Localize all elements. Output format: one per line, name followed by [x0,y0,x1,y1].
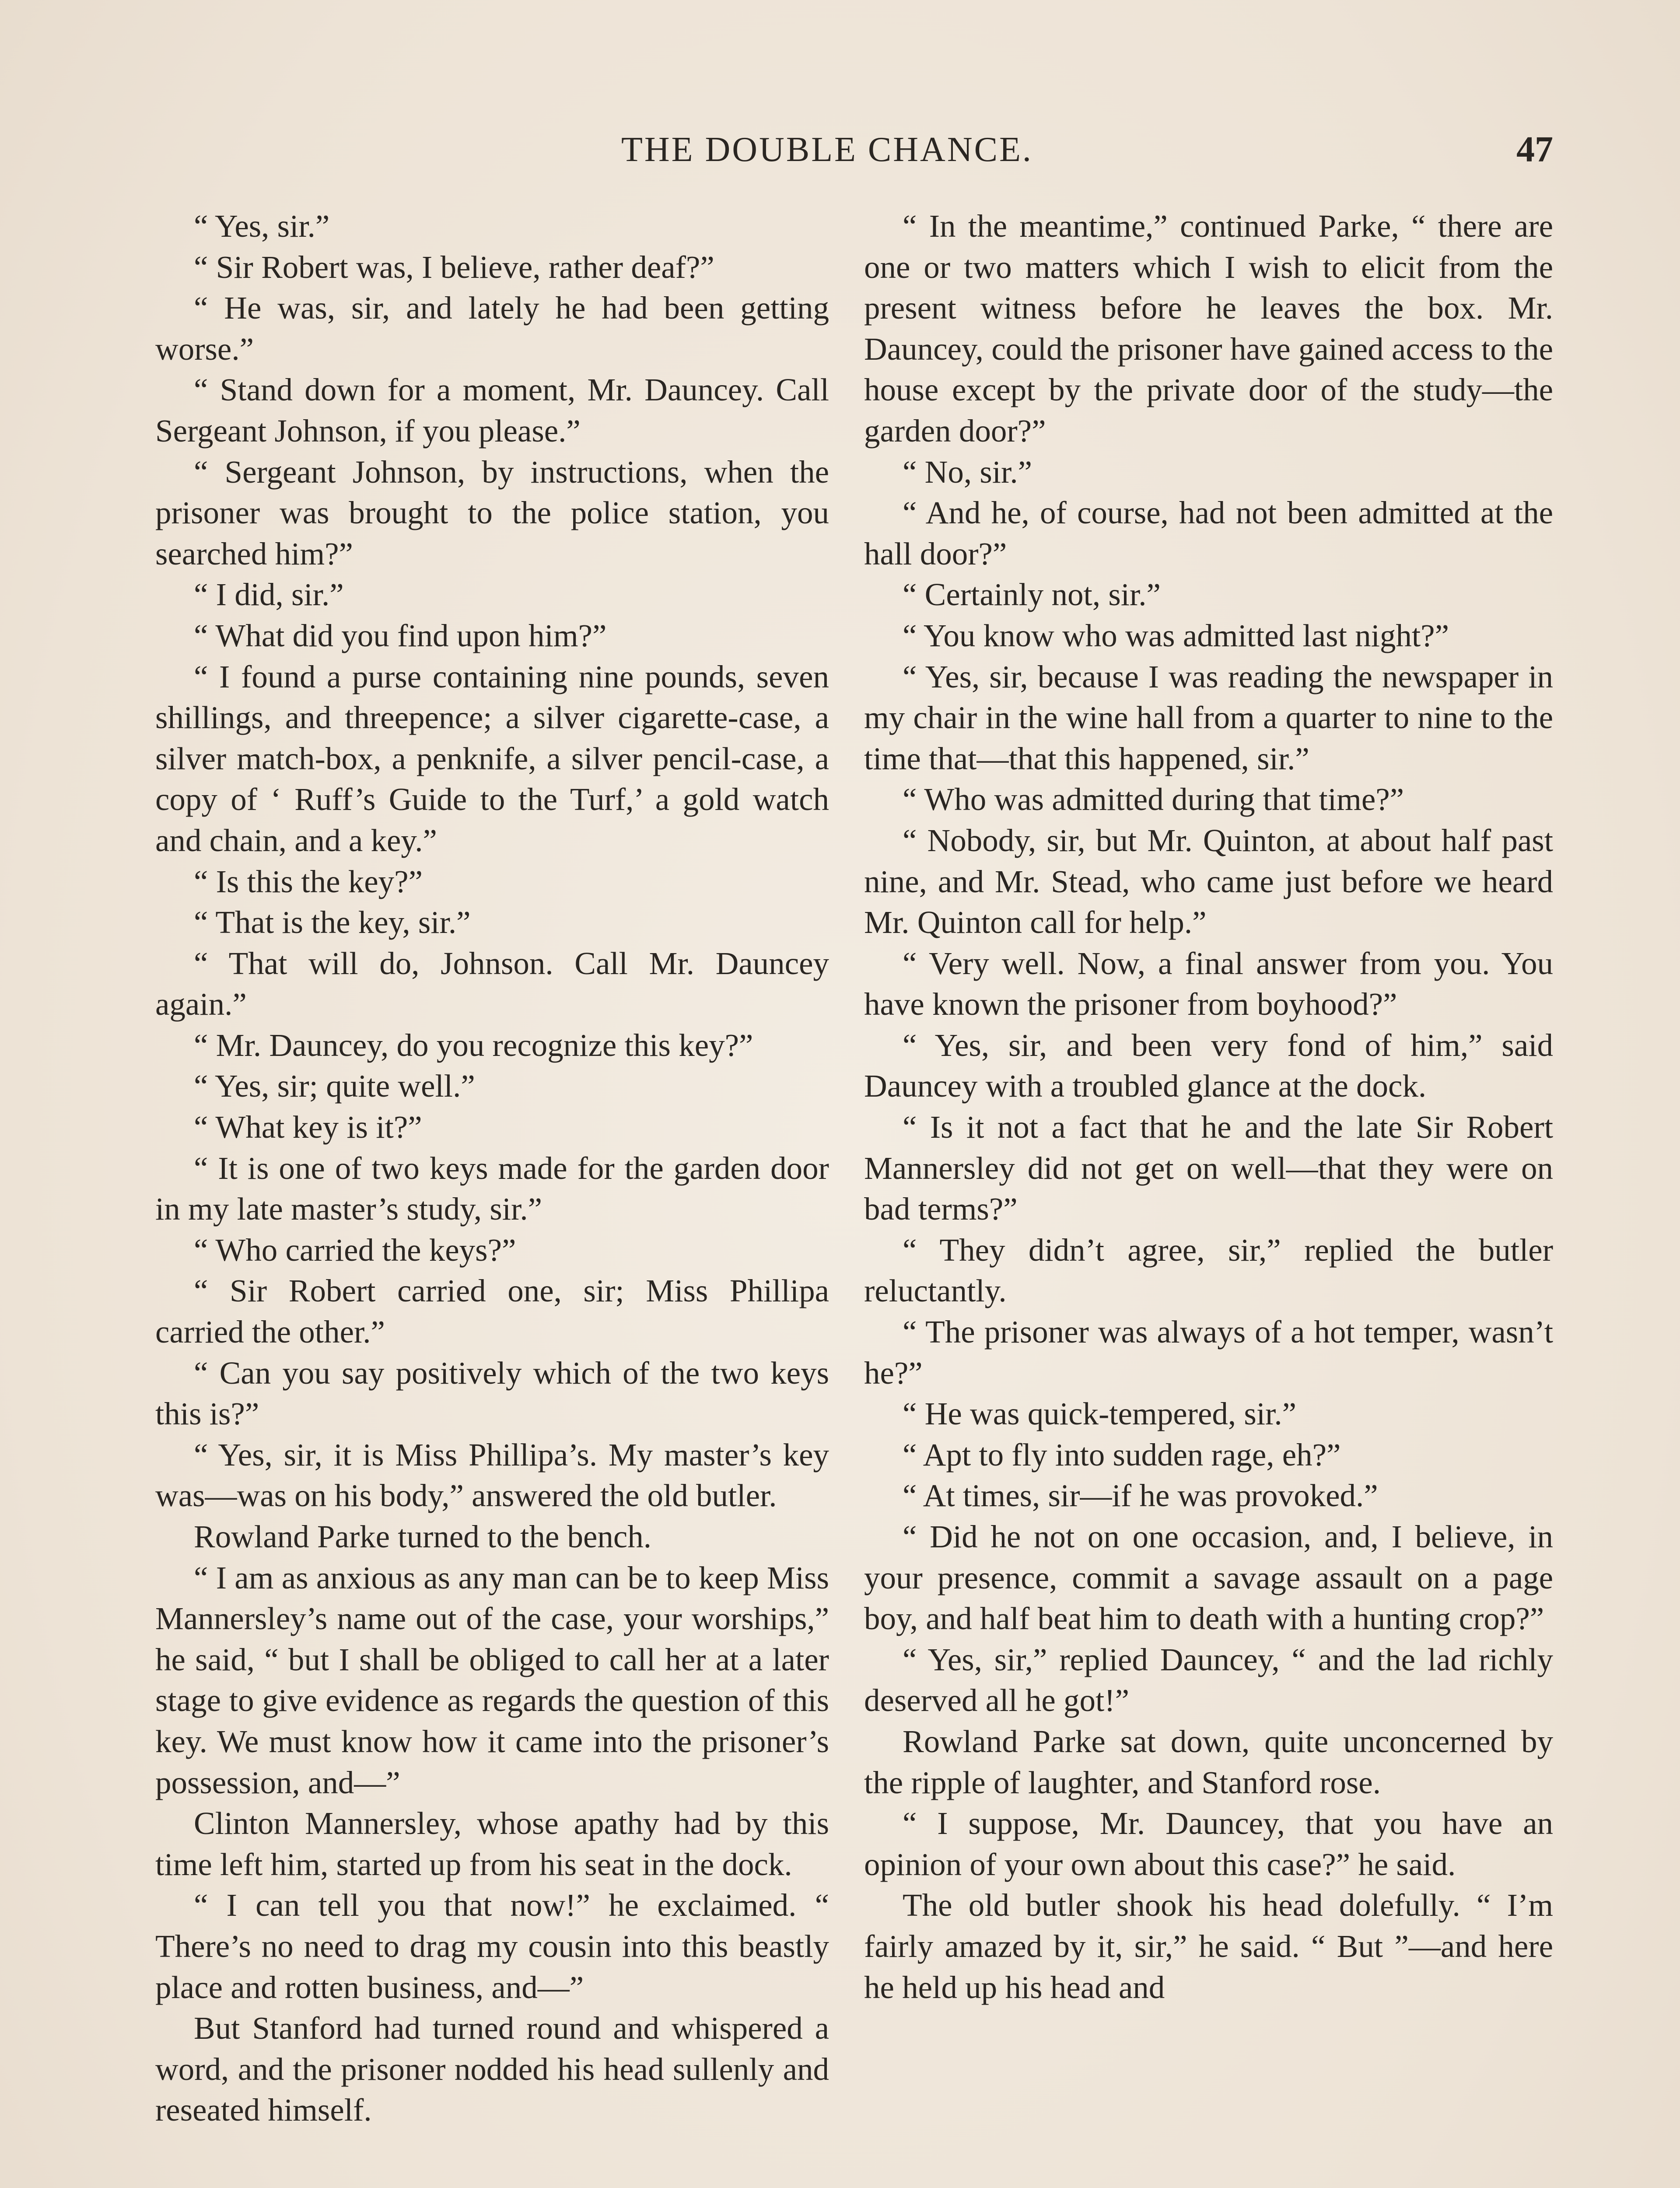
paragraph: “ The prisoner was always of a hot temper, wasn’t he?” [864,1314,1553,1391]
paragraph: “ Is this the key?” [194,863,423,899]
paragraph: “ Sir Robert was, I believe, rather deaf?” [194,249,714,285]
paragraph: “ It is one of two keys made for the garden door in my late master’s study, sir.” [155,1150,829,1227]
paragraph: “ Can you say positively which of the two keys this is?” [155,1355,829,1432]
paragraph: “ What did you find upon him?” [194,617,607,653]
paragraph: “ What key is it?” [194,1109,422,1145]
paragraph: “ Apt to fly into sudden rage, eh?” [903,1437,1341,1473]
paragraph: “ And he, of course, had not been admitted at the hall door?” [864,495,1553,572]
paragraph: “ Yes, sir, and been very fond of him,” said Dauncey with a troubled glance at the dock. [864,1027,1553,1104]
paragraph: “ Certainly not, sir.” [903,577,1161,613]
paragraph: “ That will do, Johnson. Call Mr. Dauncey again.” [155,945,829,1022]
paragraph: “ They didn’t agree, sir,” replied the butler reluctantly. [864,1232,1553,1309]
right-text-column [864,206,1553,2008]
paragraph: But Stanford had turned round and whispered a word, and the prisoner nodded his head sullenly and reseated himself. [155,2010,829,2128]
paragraph: “ Stand down for a moment, Mr. Dauncey. Call Sergeant Johnson, if you please.” [155,372,829,449]
paragraph: “ He was, sir, and lately he had been getting worse.” [155,290,829,367]
paragraph: Rowland Parke turned to the bench. [194,1519,652,1554]
paragraph: “ He was quick-tempered, sir.” [903,1396,1296,1432]
paragraph: “ Nobody, sir, but Mr. Quinton, at about half past nine, and Mr. Stead, who came just before we heard Mr. Quinton call for help.” [864,822,1553,940]
paragraph: The old butler shook his head dolefully. “ I’m fairly amazed by it, sir,” he said. “ But ”—and here he held up his head and [864,1887,1553,2005]
paragraph: “ I found a purse containing nine pounds, seven shillings, and threepence; a silver cigarette-case, a silver match-box, a penknife, a silver pencil-case, a copy of ‘ Ruff’s Guide to the Turf,’ a gold watch and chain, and a key.” [155,659,829,858]
paragraph: “ I am as anxious as any man can be to keep Miss Mannersley’s name out of the case, your worships,” he said, “ but I shall be obliged to call her at a later stage to give evidence as regards the question of this key. We must know how it came into the prisoner’s possession, and—” [155,1560,829,1800]
paragraph: “ I can tell you that now!” he exclaimed. “ There’s no need to drag my cousin into this beastly place and rotten business, and—” [155,1887,829,2005]
paragraph: “ I suppose, Mr. Dauncey, that you have an opinion of your own about this case?” he said. [864,1806,1553,1882]
paragraph: “ Mr. Dauncey, do you recognize this key?” [194,1027,753,1063]
paragraph: “ At times, sir—if he was provoked.” [903,1478,1378,1514]
paragraph: “ Sir Robert carried one, sir; Miss Phillipa carried the other.” [155,1273,829,1350]
paragraph: “ Is it not a fact that he and the late Sir Robert Mannersley did not get on well—that they were on bad terms?” [864,1109,1553,1227]
paragraph: “ That is the key, sir.” [194,905,471,940]
paragraph: “ You know who was admitted last night?” [903,617,1449,653]
paragraph: “ Yes, sir.” [194,208,330,244]
paragraph: “ Yes, sir, it is Miss Phillipa’s. My master’s key was—was on his body,” answered the old butler. [155,1437,829,1514]
paragraph: “ Very well. Now, a final answer from you. You have known the prisoner from boyhood?” [864,945,1553,1022]
running-title: THE DOUBLE CHANCE. [621,130,1033,169]
paragraph: Rowland Parke sat down, quite unconcerned by the ripple of laughter, and Stanford rose. [864,1723,1553,1800]
paragraph: “ Yes, sir,” replied Dauncey, “ and the lad richly deserved all he got!” [864,1641,1553,1718]
page-number: 47 [1516,129,1553,170]
paragraph: “ Did he not on one occasion, and, I believe, in your presence, commit a savage assault on a page boy, and half beat him to death with a hunting crop?” [864,1519,1553,1637]
paragraph: “ No, sir.” [903,454,1032,490]
paragraph: “ Who was admitted during that time?” [903,782,1404,817]
paragraph: “ Who carried the keys?” [194,1232,516,1268]
paragraph: “ Yes, sir; quite well.” [194,1068,475,1104]
left-text-column [155,206,829,2131]
paragraph: “ Sergeant Johnson, by instructions, when the prisoner was brought to the police station, you searched him?” [155,454,829,572]
paragraph: “ I did, sir.” [194,577,344,613]
paragraph: Clinton Mannersley, whose apathy had by this time left him, started up from his seat in the dock. [155,1806,829,1882]
paragraph: “ In the meantime,” continued Parke, “ there are one or two matters which I wish to elicit from the present witness before he leaves the box. Mr. Dauncey, could the prisoner have gained access to the house except by the private door of the study—the garden door?” [864,208,1553,449]
paragraph: “ Yes, sir, because I was reading the newspaper in my chair in the wine hall from a quarter to nine to the time that—that this happened, sir.” [864,659,1553,776]
